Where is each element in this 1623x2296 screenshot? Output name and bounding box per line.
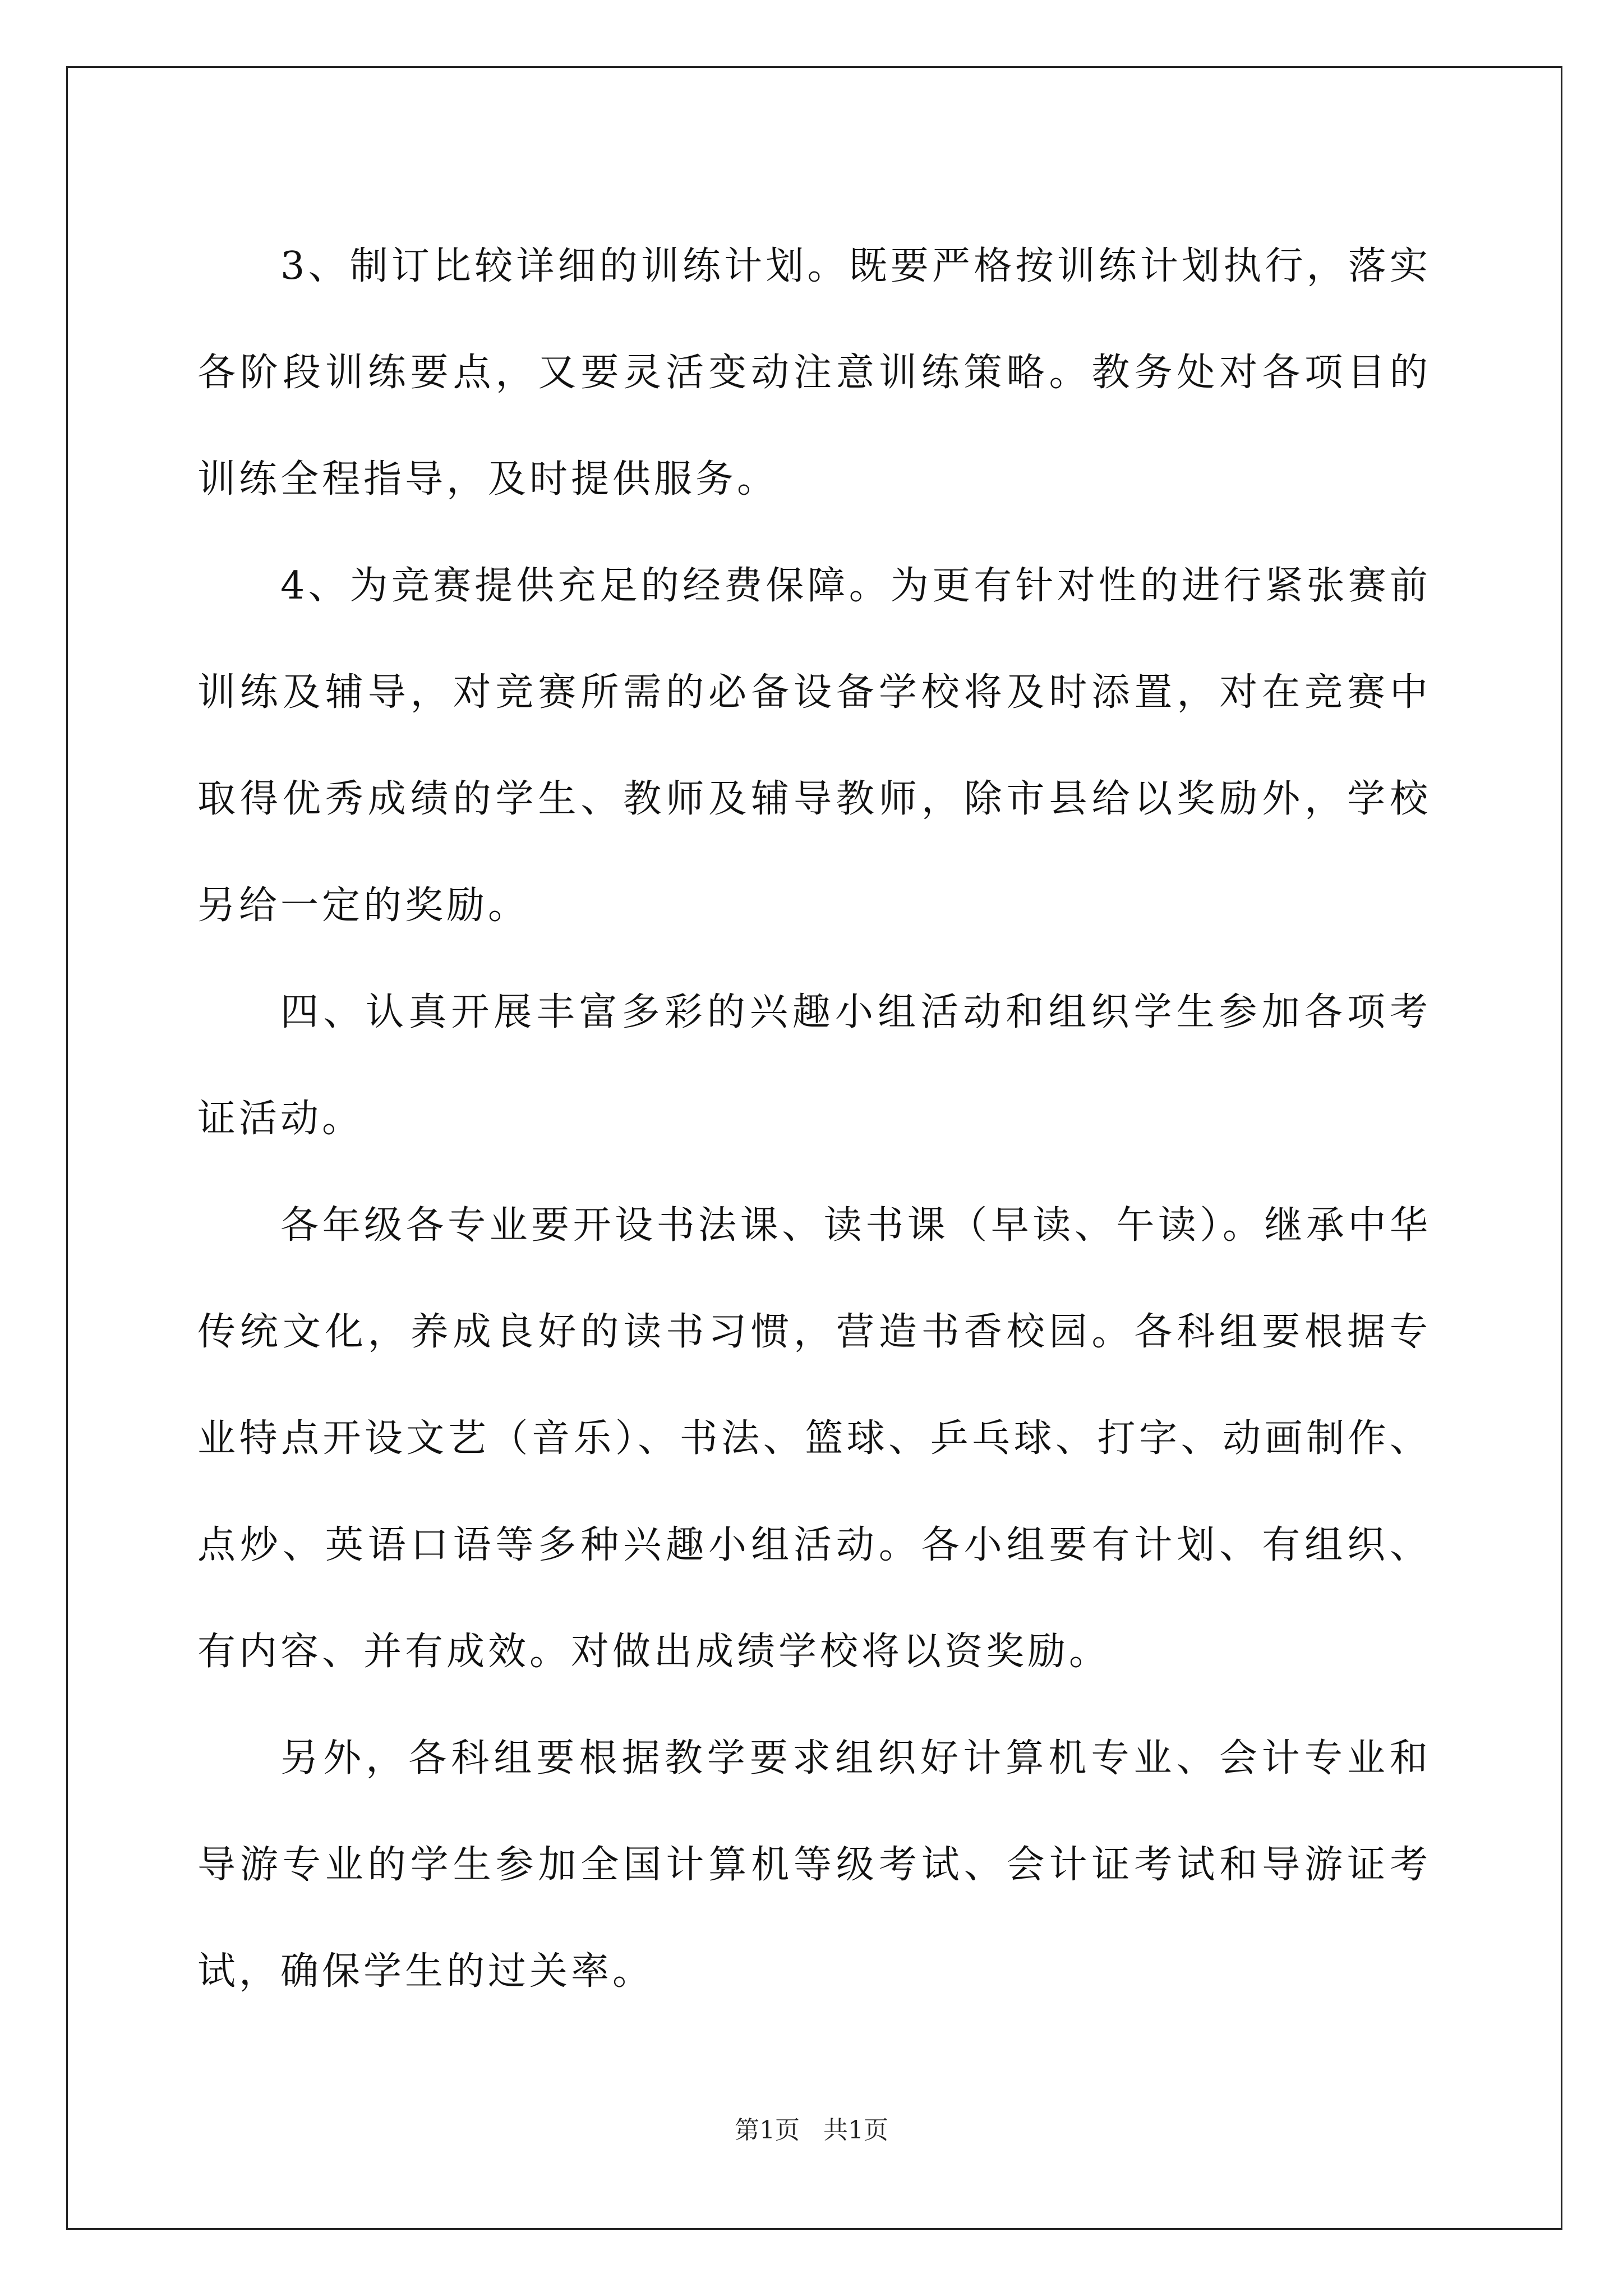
document-body bbox=[197, 213, 1431, 2025]
paragraph-funding: 4、为竞赛提供充足的经费保障。为更有针对性的进行紧张赛前训练及辅导，对竞赛所需的必备设备学校将及时添置，对在竞赛中取得优秀成绩的学生、教师及辅导教师，除市县给以奖励外，学校另给一定的奖励。 bbox=[197, 564, 1431, 928]
paragraph-section-four-heading: 四、认真开展丰富多彩的兴趣小组活动和组织学生参加各项考证活动。 bbox=[197, 990, 1431, 1141]
paragraph-certification-exams: 另外，各科组要根据教学要求组织好计算机专业、会计专业和导游专业的学生参加全国计算机等级考试、会计证考试和导游证考试，确保学生的过关率。 bbox=[197, 1736, 1431, 1994]
paragraph-training-plan: 3、制订比较详细的训练计划。既要严格按训练计划执行，落实各阶段训练要点，又要灵活变动注意训练策略。教务处对各项目的训练全程指导，及时提供服务。 bbox=[197, 244, 1431, 501]
page-footer: 第1页 共1页 bbox=[735, 2116, 888, 2145]
paragraph-interest-groups: 各年级各专业要开设书法课、读书课（早读、午读）。继承中华传统文化，养成良好的读书习惯，营造书香校园。各科组要根据专业特点开设文艺（音乐）、书法、篮球、乒乓球、打字、动画制作、点炒、英语口语等多种兴趣小组活动。各小组要有计划、有组织、有内容、并有成效。对做出成绩学校将以资奖励。 bbox=[197, 1203, 1431, 1674]
